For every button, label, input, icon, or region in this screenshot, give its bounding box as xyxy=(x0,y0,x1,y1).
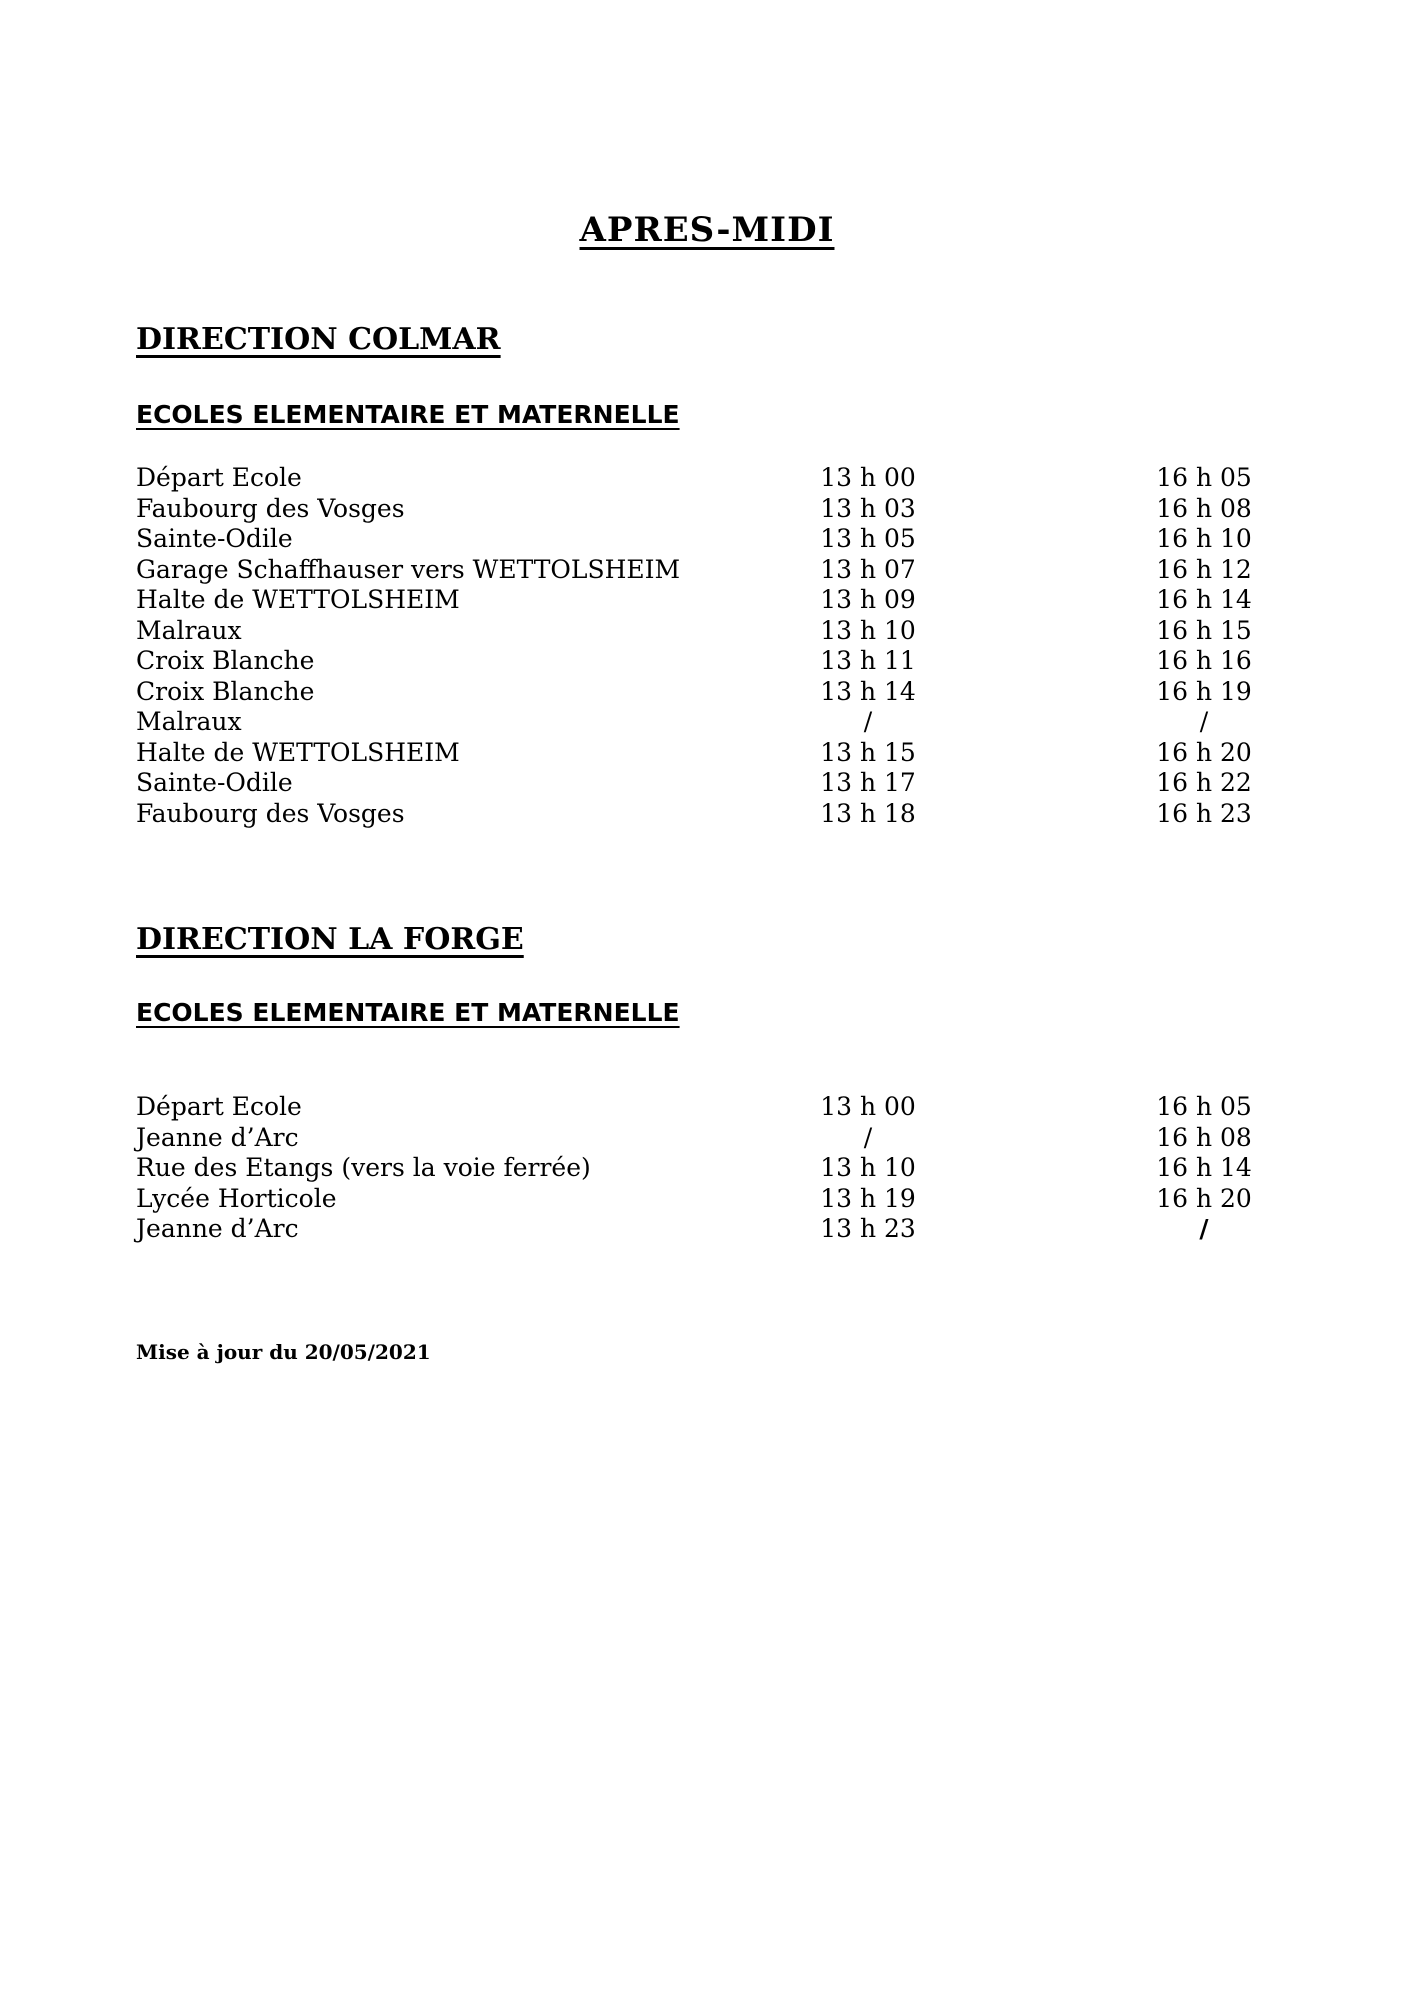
timetable-row xyxy=(136,494,1256,525)
time-2: 16 h 05 xyxy=(1156,1092,1252,1121)
time-2: / xyxy=(1199,1214,1209,1243)
stop-name: Halte de WETTOLSHEIM xyxy=(136,737,460,767)
stop-name: Croix Blanche xyxy=(136,676,315,706)
stop-name: Rue des Etangs (vers la voie ferrée) xyxy=(136,1153,591,1182)
time-1: 13 h 17 xyxy=(820,768,916,797)
time-2: 16 h 15 xyxy=(1156,615,1252,645)
timetable-row xyxy=(136,677,1256,708)
time-2: 16 h 23 xyxy=(1156,798,1252,828)
time-2: 16 h 08 xyxy=(1156,1122,1252,1152)
time-1: 13 h 10 xyxy=(820,1153,916,1182)
stop-name: Malraux xyxy=(136,707,242,736)
time-2: 16 h 05 xyxy=(1156,463,1252,492)
colmar-schools-subheading: ECOLES ELEMENTAIRE ET MATERNELLE xyxy=(136,400,680,429)
time-1: / xyxy=(863,707,873,736)
stop-name: Jeanne d’Arc xyxy=(136,1122,299,1152)
timetable-row xyxy=(136,555,1256,586)
timetable-row xyxy=(136,738,1256,769)
timetable-row xyxy=(136,524,1256,555)
time-1: 13 h 10 xyxy=(820,615,916,645)
stop-name: Départ Ecole xyxy=(136,463,302,492)
time-1: 13 h 18 xyxy=(820,798,916,828)
colmar-direction-heading: DIRECTION COLMAR xyxy=(136,322,501,357)
timetable-row xyxy=(136,616,1256,647)
time-2: 16 h 16 xyxy=(1156,646,1252,675)
time-2: / xyxy=(1199,707,1209,736)
time-2: 16 h 20 xyxy=(1156,737,1252,767)
time-1: 13 h 00 xyxy=(820,1092,916,1121)
stop-name: Faubourg des Vosges xyxy=(136,798,405,828)
laforge-timetable xyxy=(136,1092,1256,1245)
time-2: 16 h 14 xyxy=(1156,585,1252,614)
timetable-row xyxy=(136,1153,1256,1184)
time-2: 16 h 12 xyxy=(1156,554,1252,584)
time-2: 16 h 08 xyxy=(1156,493,1252,523)
stop-name: Sainte-Odile xyxy=(136,524,293,553)
timetable-row xyxy=(136,1214,1256,1245)
time-1: 13 h 07 xyxy=(820,554,916,584)
stop-name: Garage Schaffhauser vers WETTOLSHEIM xyxy=(136,554,681,584)
stop-name: Départ Ecole xyxy=(136,1092,302,1121)
time-2: 16 h 14 xyxy=(1156,1153,1252,1182)
time-1: 13 h 03 xyxy=(820,493,916,523)
stop-name: Croix Blanche xyxy=(136,646,315,675)
time-1: 13 h 00 xyxy=(820,463,916,492)
stop-name: Halte de WETTOLSHEIM xyxy=(136,585,460,614)
laforge-schools-subheading: ECOLES ELEMENTAIRE ET MATERNELLE xyxy=(136,998,680,1027)
timetable-row xyxy=(136,585,1256,616)
time-2: 16 h 10 xyxy=(1156,524,1252,553)
time-1: / xyxy=(863,1122,873,1152)
timetable-row xyxy=(136,768,1256,799)
timetable-row xyxy=(136,646,1256,677)
time-1: 13 h 15 xyxy=(820,737,916,767)
colmar-timetable xyxy=(136,463,1256,829)
timetable-row xyxy=(136,463,1256,494)
time-1: 13 h 14 xyxy=(820,676,916,706)
timetable-row xyxy=(136,1184,1256,1215)
time-1: 13 h 09 xyxy=(820,585,916,614)
timetable-row xyxy=(136,707,1256,738)
stop-name: Malraux xyxy=(136,615,242,645)
time-2: 16 h 19 xyxy=(1156,676,1252,706)
page-title-text: APRES-MIDI xyxy=(579,210,835,250)
stop-name: Jeanne d’Arc xyxy=(136,1214,299,1243)
laforge-direction-heading: DIRECTION LA FORGE xyxy=(136,922,524,957)
time-1: 13 h 11 xyxy=(820,646,916,675)
timetable-row xyxy=(136,1123,1256,1154)
time-2: 16 h 20 xyxy=(1156,1183,1252,1213)
stop-name: Lycée Horticole xyxy=(136,1183,337,1213)
update-date-note: Mise à jour du 20/05/2021 xyxy=(136,1340,431,1364)
time-1: 13 h 23 xyxy=(820,1214,916,1243)
stop-name: Faubourg des Vosges xyxy=(136,493,405,523)
time-1: 13 h 05 xyxy=(820,524,916,553)
time-2: 16 h 22 xyxy=(1156,768,1252,797)
timetable-row xyxy=(136,1092,1256,1123)
stop-name: Sainte-Odile xyxy=(136,768,293,797)
time-1: 13 h 19 xyxy=(820,1183,916,1213)
page-title xyxy=(0,210,1414,250)
timetable-row xyxy=(136,799,1256,830)
